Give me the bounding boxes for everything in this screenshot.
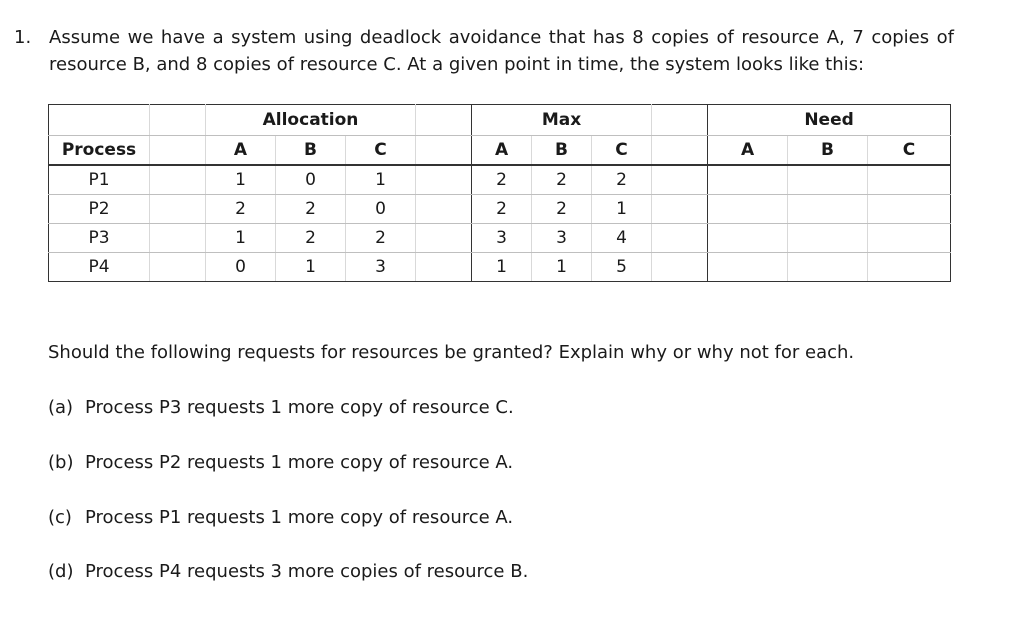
need-b-header: B <box>788 136 868 166</box>
need-a-cell <box>708 253 788 282</box>
subquestion-label: (c) <box>48 507 72 528</box>
max-c-cell: 1 <box>592 195 652 224</box>
allocation-a-cell: 0 <box>206 253 276 282</box>
need-a-header: A <box>708 136 788 166</box>
max-a-cell: 3 <box>472 224 532 253</box>
need-a-cell <box>708 165 788 195</box>
need-c-cell <box>868 195 951 224</box>
need-c-cell <box>868 253 951 282</box>
allocation-c-cell: 1 <box>346 165 416 195</box>
process-cell: P1 <box>49 165 150 195</box>
allocation-b-cell: 0 <box>276 165 346 195</box>
max-b-cell: 3 <box>532 224 592 253</box>
table-row <box>49 253 951 282</box>
max-c-cell: 2 <box>592 165 652 195</box>
allocation-a-cell: 2 <box>206 195 276 224</box>
allocation-b-header: B <box>276 136 346 166</box>
table-row <box>49 165 951 195</box>
question-text: Assume we have a system using deadlock avoidance that has 8 copies of resource A, 7 copies of resource B, and 8 copies of resource C. At a given point in time, the system looks like this: <box>49 27 954 75</box>
process-header: Process <box>49 136 150 166</box>
need-b-cell <box>788 195 868 224</box>
table-row <box>49 195 951 224</box>
max-b-header: B <box>532 136 592 166</box>
allocation-c-cell: 3 <box>346 253 416 282</box>
need-b-cell <box>788 165 868 195</box>
allocation-a-cell: 1 <box>206 165 276 195</box>
subquestion-text: Process P4 requests 3 more copies of resource B. <box>85 561 529 582</box>
table-row <box>49 224 951 253</box>
max-b-cell: 2 <box>532 195 592 224</box>
subquestion-text: Process P3 requests 1 more copy of resource C. <box>85 397 514 418</box>
need-header: Need <box>708 105 951 136</box>
subquestion-text: Process P1 requests 1 more copy of resource A. <box>85 507 514 528</box>
allocation-header: Allocation <box>206 105 416 136</box>
subquestion-c <box>48 505 513 531</box>
max-a-header: A <box>472 136 532 166</box>
question-number: 1. <box>14 27 32 48</box>
process-cell: P4 <box>49 253 150 282</box>
subquestion-a <box>48 395 514 421</box>
need-a-cell <box>708 195 788 224</box>
need-a-cell <box>708 224 788 253</box>
allocation-a-header: A <box>206 136 276 166</box>
need-c-header: C <box>868 136 951 166</box>
resource-table <box>48 104 951 282</box>
allocation-c-cell: 2 <box>346 224 416 253</box>
subquestion-d <box>48 559 528 585</box>
max-b-cell: 1 <box>532 253 592 282</box>
subquestion-text: Process P2 requests 1 more copy of resource A. <box>85 452 514 473</box>
need-c-cell <box>868 165 951 195</box>
allocation-a-cell: 1 <box>206 224 276 253</box>
subquestion-b <box>48 450 513 476</box>
need-b-cell <box>788 253 868 282</box>
subquestion-label: (d) <box>48 561 74 582</box>
allocation-c-header: C <box>346 136 416 166</box>
allocation-c-cell: 0 <box>346 195 416 224</box>
allocation-b-cell: 2 <box>276 224 346 253</box>
process-cell: P2 <box>49 195 150 224</box>
question-1 <box>14 24 974 78</box>
table-column-header-row <box>49 136 951 166</box>
process-cell: P3 <box>49 224 150 253</box>
need-b-cell <box>788 224 868 253</box>
question-prompt: Should the following requests for resources be granted? Explain why or why not for each. <box>48 342 855 363</box>
max-c-header: C <box>592 136 652 166</box>
max-a-cell: 1 <box>472 253 532 282</box>
subquestion-label: (b) <box>48 452 74 473</box>
max-c-cell: 4 <box>592 224 652 253</box>
max-b-cell: 2 <box>532 165 592 195</box>
max-c-cell: 5 <box>592 253 652 282</box>
allocation-b-cell: 1 <box>276 253 346 282</box>
need-c-cell <box>868 224 951 253</box>
table-group-header-row <box>49 105 951 136</box>
max-a-cell: 2 <box>472 165 532 195</box>
allocation-b-cell: 2 <box>276 195 346 224</box>
subquestion-label: (a) <box>48 397 74 418</box>
max-header: Max <box>472 105 652 136</box>
max-a-cell: 2 <box>472 195 532 224</box>
